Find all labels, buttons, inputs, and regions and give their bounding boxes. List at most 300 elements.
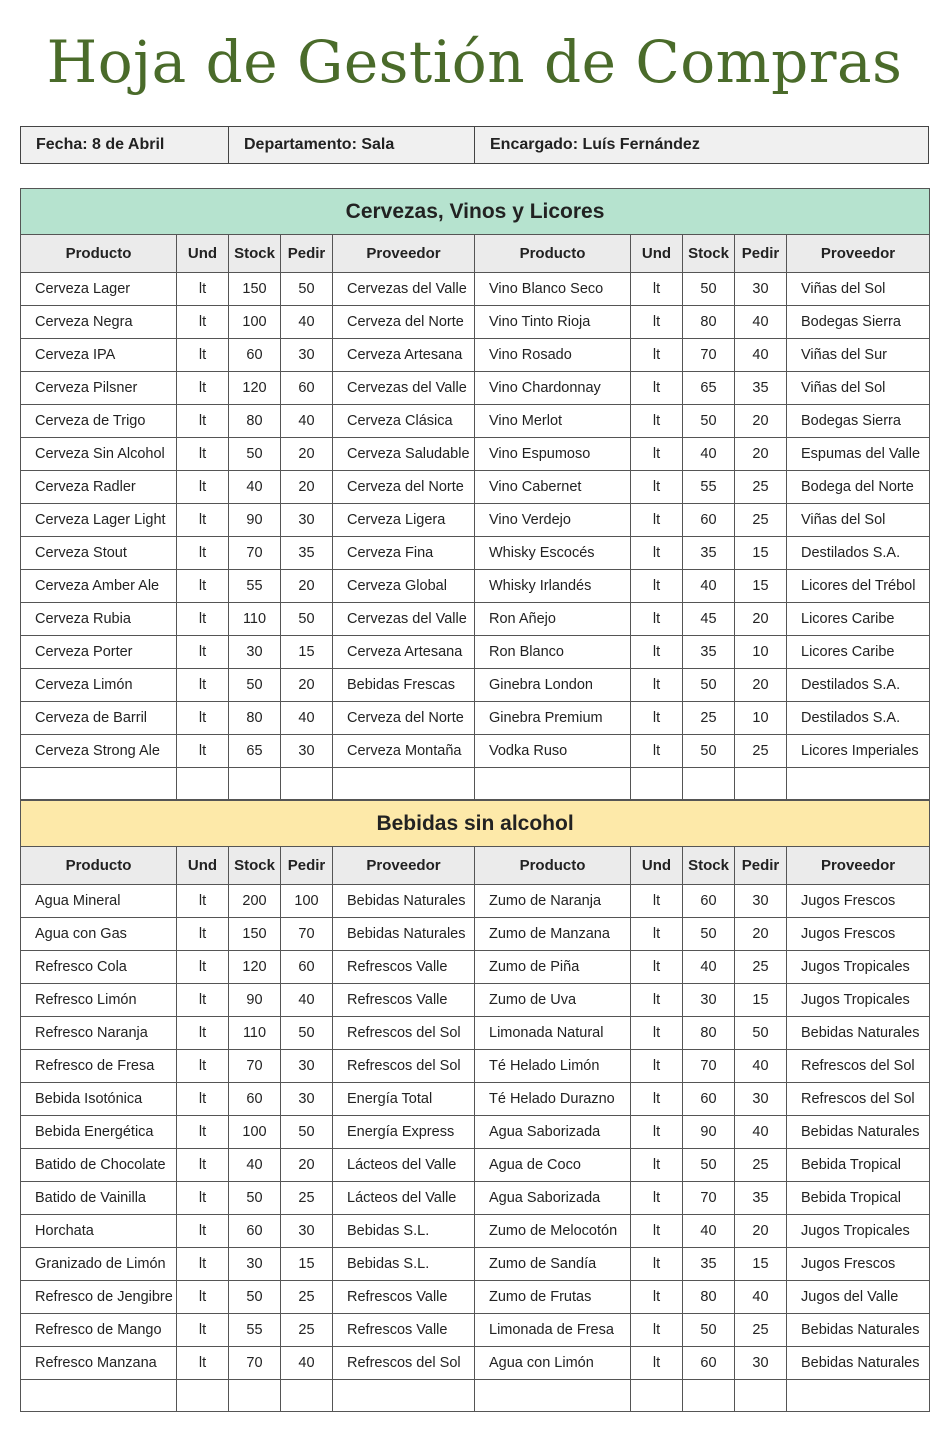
- cell-pedir[interactable]: 15: [735, 984, 787, 1017]
- cell-und[interactable]: lt: [631, 1248, 683, 1281]
- cell-pedir[interactable]: 20: [281, 570, 333, 603]
- cell-stock[interactable]: 60: [229, 1215, 281, 1248]
- cell-producto[interactable]: Cerveza Rubia: [21, 603, 177, 636]
- cell-pedir[interactable]: 15: [281, 636, 333, 669]
- cell-pedir[interactable]: 25: [735, 1314, 787, 1347]
- cell-pedir[interactable]: 25: [281, 1182, 333, 1215]
- cell-stock[interactable]: 50: [683, 735, 735, 768]
- cell-proveedor[interactable]: Refrescos Valle: [333, 984, 475, 1017]
- cell-pedir[interactable]: 40: [735, 1050, 787, 1083]
- cell-producto[interactable]: Cerveza Lager Light: [21, 504, 177, 537]
- cell-pedir[interactable]: 10: [735, 636, 787, 669]
- cell-und[interactable]: lt: [177, 1116, 229, 1149]
- cell-und[interactable]: lt: [177, 1314, 229, 1347]
- cell-stock[interactable]: 55: [229, 1314, 281, 1347]
- cell-stock[interactable]: 60: [229, 339, 281, 372]
- cell-stock[interactable]: 70: [683, 1182, 735, 1215]
- cell-producto[interactable]: Vino Espumoso: [475, 438, 631, 471]
- cell-und[interactable]: lt: [177, 1215, 229, 1248]
- cell-stock[interactable]: 50: [229, 1281, 281, 1314]
- cell-und[interactable]: lt: [177, 273, 229, 306]
- cell-und[interactable]: lt: [631, 537, 683, 570]
- cell-stock[interactable]: 55: [229, 570, 281, 603]
- cell-pedir[interactable]: 100: [281, 885, 333, 918]
- cell-proveedor[interactable]: Bebida Tropical: [787, 1149, 930, 1182]
- cell-stock[interactable]: 90: [683, 1116, 735, 1149]
- cell-producto[interactable]: Vino Blanco Seco: [475, 273, 631, 306]
- cell-und[interactable]: lt: [177, 1149, 229, 1182]
- cell-stock[interactable]: 70: [683, 1050, 735, 1083]
- cell-proveedor[interactable]: Cerveza del Norte: [333, 471, 475, 504]
- cell-producto[interactable]: Refresco Naranja: [21, 1017, 177, 1050]
- cell-proveedor[interactable]: Bebidas Frescas: [333, 669, 475, 702]
- cell-und[interactable]: lt: [177, 471, 229, 504]
- cell-proveedor[interactable]: Refrescos Valle: [333, 951, 475, 984]
- cell-pedir[interactable]: 15: [735, 537, 787, 570]
- cell-proveedor[interactable]: Refrescos del Sol: [333, 1017, 475, 1050]
- cell-producto[interactable]: Cerveza de Trigo: [21, 405, 177, 438]
- cell-proveedor[interactable]: Destilados S.A.: [787, 702, 930, 735]
- cell-und[interactable]: lt: [177, 1017, 229, 1050]
- cell-producto[interactable]: Bebida Isotónica: [21, 1083, 177, 1116]
- cell-proveedor[interactable]: Cerveza Fina: [333, 537, 475, 570]
- cell-und[interactable]: lt: [631, 339, 683, 372]
- cell-proveedor[interactable]: Refrescos Valle: [333, 1281, 475, 1314]
- cell-und[interactable]: lt: [631, 735, 683, 768]
- cell-proveedor[interactable]: Refrescos del Sol: [333, 1347, 475, 1380]
- cell-pedir[interactable]: 40: [735, 306, 787, 339]
- cell-stock[interactable]: 40: [683, 438, 735, 471]
- cell-pedir[interactable]: 30: [281, 1215, 333, 1248]
- cell-stock[interactable]: 70: [229, 1050, 281, 1083]
- cell-und[interactable]: lt: [631, 951, 683, 984]
- cell-proveedor[interactable]: Cerveza Clásica: [333, 405, 475, 438]
- cell-und[interactable]: lt: [631, 273, 683, 306]
- cell-proveedor[interactable]: Refrescos del Sol: [333, 1050, 475, 1083]
- cell-und[interactable]: lt: [631, 405, 683, 438]
- cell-proveedor[interactable]: Licores Caribe: [787, 636, 930, 669]
- cell-stock[interactable]: 80: [683, 1017, 735, 1050]
- cell-stock[interactable]: 50: [229, 438, 281, 471]
- cell-proveedor[interactable]: Cerveza Artesana: [333, 339, 475, 372]
- cell-stock[interactable]: 40: [683, 570, 735, 603]
- cell-pedir[interactable]: 50: [281, 603, 333, 636]
- cell-und[interactable]: lt: [631, 1017, 683, 1050]
- cell-producto[interactable]: Vino Tinto Rioja: [475, 306, 631, 339]
- cell-und[interactable]: lt: [631, 1149, 683, 1182]
- cell-producto[interactable]: Granizado de Limón: [21, 1248, 177, 1281]
- cell-stock[interactable]: 80: [229, 405, 281, 438]
- cell-und[interactable]: lt: [631, 702, 683, 735]
- cell-und[interactable]: lt: [631, 1182, 683, 1215]
- cell-und[interactable]: lt: [631, 1347, 683, 1380]
- cell-und[interactable]: lt: [177, 372, 229, 405]
- cell-proveedor[interactable]: Refrescos del Sol: [787, 1050, 930, 1083]
- cell-proveedor[interactable]: Bodegas Sierra: [787, 405, 930, 438]
- cell-producto[interactable]: Refresco Manzana: [21, 1347, 177, 1380]
- cell-producto[interactable]: Cerveza Negra: [21, 306, 177, 339]
- cell-und[interactable]: lt: [177, 669, 229, 702]
- cell-proveedor[interactable]: Jugos Tropicales: [787, 1215, 930, 1248]
- cell-und[interactable]: lt: [631, 636, 683, 669]
- cell-stock[interactable]: 70: [229, 1347, 281, 1380]
- cell-pedir[interactable]: 20: [735, 438, 787, 471]
- cell-proveedor[interactable]: Cervezas del Valle: [333, 372, 475, 405]
- cell-pedir[interactable]: 50: [281, 1017, 333, 1050]
- cell-pedir[interactable]: 40: [735, 1281, 787, 1314]
- cell-proveedor[interactable]: Jugos Frescos: [787, 885, 930, 918]
- cell-pedir[interactable]: 40: [281, 984, 333, 1017]
- cell-proveedor[interactable]: Bebidas Naturales: [333, 885, 475, 918]
- cell-producto[interactable]: Cerveza Lager: [21, 273, 177, 306]
- cell-und[interactable]: lt: [177, 735, 229, 768]
- cell-stock[interactable]: 50: [683, 669, 735, 702]
- cell-und[interactable]: lt: [177, 1182, 229, 1215]
- cell-producto[interactable]: Cerveza Limón: [21, 669, 177, 702]
- cell-pedir[interactable]: 40: [735, 1116, 787, 1149]
- cell-stock[interactable]: 50: [683, 1314, 735, 1347]
- cell-pedir[interactable]: 30: [281, 1050, 333, 1083]
- cell-proveedor[interactable]: Lácteos del Valle: [333, 1149, 475, 1182]
- cell-stock[interactable]: 100: [229, 1116, 281, 1149]
- cell-producto[interactable]: Limonada Natural: [475, 1017, 631, 1050]
- cell-proveedor[interactable]: Refrescos Valle: [333, 1314, 475, 1347]
- cell-empty[interactable]: [683, 768, 735, 800]
- cell-proveedor[interactable]: Bebida Tropical: [787, 1182, 930, 1215]
- cell-producto[interactable]: Agua con Limón: [475, 1347, 631, 1380]
- cell-proveedor[interactable]: Cerveza Artesana: [333, 636, 475, 669]
- cell-producto[interactable]: Whisky Irlandés: [475, 570, 631, 603]
- cell-proveedor[interactable]: Bodegas Sierra: [787, 306, 930, 339]
- cell-producto[interactable]: Vino Cabernet: [475, 471, 631, 504]
- cell-pedir[interactable]: 60: [281, 372, 333, 405]
- cell-producto[interactable]: Refresco de Mango: [21, 1314, 177, 1347]
- cell-pedir[interactable]: 70: [281, 918, 333, 951]
- cell-producto[interactable]: Vino Verdejo: [475, 504, 631, 537]
- cell-producto[interactable]: Cerveza Pilsner: [21, 372, 177, 405]
- cell-empty[interactable]: [631, 1380, 683, 1412]
- cell-pedir[interactable]: 30: [281, 735, 333, 768]
- cell-pedir[interactable]: 25: [281, 1281, 333, 1314]
- cell-proveedor[interactable]: Destilados S.A.: [787, 537, 930, 570]
- cell-stock[interactable]: 50: [683, 273, 735, 306]
- cell-stock[interactable]: 65: [229, 735, 281, 768]
- cell-stock[interactable]: 50: [229, 1182, 281, 1215]
- cell-producto[interactable]: Ginebra London: [475, 669, 631, 702]
- cell-proveedor[interactable]: Jugos Tropicales: [787, 951, 930, 984]
- cell-producto[interactable]: Whisky Escocés: [475, 537, 631, 570]
- cell-pedir[interactable]: 25: [735, 1149, 787, 1182]
- cell-proveedor[interactable]: Bebidas Naturales: [787, 1314, 930, 1347]
- cell-empty[interactable]: [21, 768, 177, 800]
- cell-stock[interactable]: 50: [683, 918, 735, 951]
- cell-stock[interactable]: 70: [683, 339, 735, 372]
- cell-producto[interactable]: Horchata: [21, 1215, 177, 1248]
- cell-stock[interactable]: 200: [229, 885, 281, 918]
- cell-und[interactable]: lt: [631, 306, 683, 339]
- cell-proveedor[interactable]: Destilados S.A.: [787, 669, 930, 702]
- cell-und[interactable]: lt: [631, 504, 683, 537]
- cell-proveedor[interactable]: Jugos Tropicales: [787, 984, 930, 1017]
- cell-proveedor[interactable]: Bebidas Naturales: [787, 1116, 930, 1149]
- cell-pedir[interactable]: 60: [281, 951, 333, 984]
- cell-pedir[interactable]: 40: [281, 702, 333, 735]
- cell-proveedor[interactable]: Energía Total: [333, 1083, 475, 1116]
- cell-producto[interactable]: Té Helado Limón: [475, 1050, 631, 1083]
- cell-und[interactable]: lt: [177, 504, 229, 537]
- cell-und[interactable]: lt: [631, 885, 683, 918]
- cell-und[interactable]: lt: [177, 636, 229, 669]
- cell-producto[interactable]: Agua de Coco: [475, 1149, 631, 1182]
- cell-stock[interactable]: 40: [683, 1215, 735, 1248]
- cell-producto[interactable]: Cerveza de Barril: [21, 702, 177, 735]
- cell-und[interactable]: lt: [177, 438, 229, 471]
- cell-proveedor[interactable]: Viñas del Sol: [787, 372, 930, 405]
- cell-producto[interactable]: Zumo de Sandía: [475, 1248, 631, 1281]
- cell-proveedor[interactable]: Licores Caribe: [787, 603, 930, 636]
- cell-und[interactable]: lt: [177, 1050, 229, 1083]
- cell-und[interactable]: lt: [631, 984, 683, 1017]
- cell-pedir[interactable]: 20: [735, 405, 787, 438]
- cell-pedir[interactable]: 20: [281, 471, 333, 504]
- cell-empty[interactable]: [735, 768, 787, 800]
- cell-stock[interactable]: 65: [683, 372, 735, 405]
- cell-empty[interactable]: [333, 1380, 475, 1412]
- cell-pedir[interactable]: 30: [735, 1083, 787, 1116]
- cell-producto[interactable]: Vino Rosado: [475, 339, 631, 372]
- cell-pedir[interactable]: 20: [735, 918, 787, 951]
- cell-empty[interactable]: [475, 1380, 631, 1412]
- cell-stock[interactable]: 35: [683, 1248, 735, 1281]
- cell-producto[interactable]: Bebida Energética: [21, 1116, 177, 1149]
- cell-und[interactable]: lt: [177, 1347, 229, 1380]
- cell-producto[interactable]: Vino Chardonnay: [475, 372, 631, 405]
- cell-stock[interactable]: 150: [229, 273, 281, 306]
- cell-empty[interactable]: [735, 1380, 787, 1412]
- cell-empty[interactable]: [281, 1380, 333, 1412]
- cell-proveedor[interactable]: Viñas del Sol: [787, 273, 930, 306]
- cell-stock[interactable]: 40: [683, 951, 735, 984]
- cell-producto[interactable]: Zumo de Piña: [475, 951, 631, 984]
- cell-producto[interactable]: Zumo de Uva: [475, 984, 631, 1017]
- cell-proveedor[interactable]: Licores Imperiales: [787, 735, 930, 768]
- cell-pedir[interactable]: 20: [281, 669, 333, 702]
- cell-producto[interactable]: Zumo de Naranja: [475, 885, 631, 918]
- cell-producto[interactable]: Batido de Vainilla: [21, 1182, 177, 1215]
- cell-und[interactable]: lt: [631, 1050, 683, 1083]
- cell-pedir[interactable]: 20: [735, 1215, 787, 1248]
- cell-producto[interactable]: Cerveza Stout: [21, 537, 177, 570]
- cell-stock[interactable]: 80: [683, 1281, 735, 1314]
- cell-pedir[interactable]: 30: [281, 1083, 333, 1116]
- cell-stock[interactable]: 110: [229, 603, 281, 636]
- cell-pedir[interactable]: 50: [281, 273, 333, 306]
- cell-empty[interactable]: [229, 1380, 281, 1412]
- cell-empty[interactable]: [21, 1380, 177, 1412]
- cell-und[interactable]: lt: [631, 1281, 683, 1314]
- cell-empty[interactable]: [177, 768, 229, 800]
- cell-pedir[interactable]: 15: [735, 1248, 787, 1281]
- cell-pedir[interactable]: 40: [281, 306, 333, 339]
- cell-producto[interactable]: Agua Saborizada: [475, 1116, 631, 1149]
- cell-producto[interactable]: Agua con Gas: [21, 918, 177, 951]
- cell-pedir[interactable]: 35: [735, 1182, 787, 1215]
- cell-proveedor[interactable]: Viñas del Sol: [787, 504, 930, 537]
- cell-und[interactable]: lt: [631, 570, 683, 603]
- cell-stock[interactable]: 35: [683, 636, 735, 669]
- cell-producto[interactable]: Zumo de Melocotón: [475, 1215, 631, 1248]
- cell-producto[interactable]: Ron Blanco: [475, 636, 631, 669]
- cell-pedir[interactable]: 15: [735, 570, 787, 603]
- cell-und[interactable]: lt: [177, 1248, 229, 1281]
- cell-stock[interactable]: 25: [683, 702, 735, 735]
- cell-stock[interactable]: 40: [229, 1149, 281, 1182]
- cell-proveedor[interactable]: Bebidas S.L.: [333, 1215, 475, 1248]
- cell-stock[interactable]: 30: [683, 984, 735, 1017]
- cell-stock[interactable]: 35: [683, 537, 735, 570]
- cell-producto[interactable]: Cerveza Amber Ale: [21, 570, 177, 603]
- cell-producto[interactable]: Ron Añejo: [475, 603, 631, 636]
- cell-pedir[interactable]: 20: [281, 1149, 333, 1182]
- cell-proveedor[interactable]: Cervezas del Valle: [333, 603, 475, 636]
- cell-und[interactable]: lt: [177, 603, 229, 636]
- cell-proveedor[interactable]: Jugos del Valle: [787, 1281, 930, 1314]
- cell-pedir[interactable]: 20: [735, 603, 787, 636]
- cell-pedir[interactable]: 40: [281, 1347, 333, 1380]
- cell-stock[interactable]: 110: [229, 1017, 281, 1050]
- cell-stock[interactable]: 60: [683, 1347, 735, 1380]
- cell-proveedor[interactable]: Energía Express: [333, 1116, 475, 1149]
- cell-stock[interactable]: 40: [229, 471, 281, 504]
- cell-pedir[interactable]: 25: [735, 504, 787, 537]
- cell-proveedor[interactable]: Cerveza Ligera: [333, 504, 475, 537]
- cell-stock[interactable]: 60: [683, 885, 735, 918]
- cell-producto[interactable]: Ginebra Premium: [475, 702, 631, 735]
- cell-stock[interactable]: 60: [683, 1083, 735, 1116]
- cell-proveedor[interactable]: Licores del Trébol: [787, 570, 930, 603]
- cell-stock[interactable]: 60: [683, 504, 735, 537]
- cell-producto[interactable]: Zumo de Manzana: [475, 918, 631, 951]
- cell-und[interactable]: lt: [631, 372, 683, 405]
- cell-stock[interactable]: 120: [229, 951, 281, 984]
- cell-und[interactable]: lt: [177, 951, 229, 984]
- cell-stock[interactable]: 30: [229, 636, 281, 669]
- cell-producto[interactable]: Vino Merlot: [475, 405, 631, 438]
- cell-proveedor[interactable]: Bebidas Naturales: [787, 1347, 930, 1380]
- cell-und[interactable]: lt: [177, 1083, 229, 1116]
- cell-producto[interactable]: Refresco de Jengibre: [21, 1281, 177, 1314]
- cell-producto[interactable]: Refresco Cola: [21, 951, 177, 984]
- cell-empty[interactable]: [281, 768, 333, 800]
- cell-pedir[interactable]: 20: [281, 438, 333, 471]
- cell-empty[interactable]: [683, 1380, 735, 1412]
- cell-und[interactable]: lt: [631, 438, 683, 471]
- cell-und[interactable]: lt: [631, 1314, 683, 1347]
- cell-pedir[interactable]: 35: [281, 537, 333, 570]
- cell-producto[interactable]: Agua Mineral: [21, 885, 177, 918]
- cell-pedir[interactable]: 20: [735, 669, 787, 702]
- cell-pedir[interactable]: 50: [281, 1116, 333, 1149]
- cell-producto[interactable]: Cerveza Strong Ale: [21, 735, 177, 768]
- cell-pedir[interactable]: 30: [281, 504, 333, 537]
- cell-proveedor[interactable]: Jugos Frescos: [787, 1248, 930, 1281]
- cell-und[interactable]: lt: [631, 1215, 683, 1248]
- cell-und[interactable]: lt: [631, 669, 683, 702]
- cell-stock[interactable]: 45: [683, 603, 735, 636]
- cell-producto[interactable]: Vodka Ruso: [475, 735, 631, 768]
- cell-proveedor[interactable]: Bebidas Naturales: [333, 918, 475, 951]
- cell-stock[interactable]: 60: [229, 1083, 281, 1116]
- cell-pedir[interactable]: 25: [735, 735, 787, 768]
- cell-und[interactable]: lt: [177, 537, 229, 570]
- cell-pedir[interactable]: 25: [735, 471, 787, 504]
- cell-stock[interactable]: 90: [229, 504, 281, 537]
- cell-producto[interactable]: Zumo de Frutas: [475, 1281, 631, 1314]
- cell-und[interactable]: lt: [631, 1083, 683, 1116]
- cell-stock[interactable]: 90: [229, 984, 281, 1017]
- cell-producto[interactable]: Cerveza IPA: [21, 339, 177, 372]
- cell-proveedor[interactable]: Bebidas S.L.: [333, 1248, 475, 1281]
- cell-und[interactable]: lt: [631, 471, 683, 504]
- cell-proveedor[interactable]: Cerveza del Norte: [333, 306, 475, 339]
- cell-und[interactable]: lt: [177, 339, 229, 372]
- cell-pedir[interactable]: 50: [735, 1017, 787, 1050]
- cell-empty[interactable]: [177, 1380, 229, 1412]
- cell-pedir[interactable]: 35: [735, 372, 787, 405]
- cell-producto[interactable]: Cerveza Porter: [21, 636, 177, 669]
- cell-proveedor[interactable]: Bodega del Norte: [787, 471, 930, 504]
- cell-producto[interactable]: Batido de Chocolate: [21, 1149, 177, 1182]
- cell-proveedor[interactable]: Refrescos del Sol: [787, 1083, 930, 1116]
- cell-proveedor[interactable]: Cerveza Saludable: [333, 438, 475, 471]
- cell-proveedor[interactable]: Cerveza del Norte: [333, 702, 475, 735]
- cell-pedir[interactable]: 25: [735, 951, 787, 984]
- cell-producto[interactable]: Refresco de Fresa: [21, 1050, 177, 1083]
- cell-empty[interactable]: [333, 768, 475, 800]
- cell-proveedor[interactable]: Cerveza Global: [333, 570, 475, 603]
- cell-pedir[interactable]: 30: [281, 339, 333, 372]
- cell-und[interactable]: lt: [177, 570, 229, 603]
- cell-proveedor[interactable]: Lácteos del Valle: [333, 1182, 475, 1215]
- cell-empty[interactable]: [475, 768, 631, 800]
- cell-pedir[interactable]: 30: [735, 885, 787, 918]
- cell-stock[interactable]: 50: [229, 669, 281, 702]
- cell-stock[interactable]: 120: [229, 372, 281, 405]
- cell-proveedor[interactable]: Espumas del Valle: [787, 438, 930, 471]
- cell-stock[interactable]: 50: [683, 405, 735, 438]
- cell-stock[interactable]: 55: [683, 471, 735, 504]
- cell-und[interactable]: lt: [177, 405, 229, 438]
- cell-producto[interactable]: Cerveza Sin Alcohol: [21, 438, 177, 471]
- cell-pedir[interactable]: 40: [735, 339, 787, 372]
- cell-empty[interactable]: [787, 768, 930, 800]
- cell-proveedor[interactable]: Viñas del Sur: [787, 339, 930, 372]
- cell-stock[interactable]: 80: [229, 702, 281, 735]
- cell-producto[interactable]: Agua Saborizada: [475, 1182, 631, 1215]
- cell-und[interactable]: lt: [177, 918, 229, 951]
- cell-empty[interactable]: [229, 768, 281, 800]
- cell-und[interactable]: lt: [177, 885, 229, 918]
- cell-proveedor[interactable]: Bebidas Naturales: [787, 1017, 930, 1050]
- cell-empty[interactable]: [631, 768, 683, 800]
- cell-pedir[interactable]: 15: [281, 1248, 333, 1281]
- cell-und[interactable]: lt: [177, 702, 229, 735]
- cell-pedir[interactable]: 30: [735, 1347, 787, 1380]
- cell-pedir[interactable]: 40: [281, 405, 333, 438]
- cell-proveedor[interactable]: Cervezas del Valle: [333, 273, 475, 306]
- cell-empty[interactable]: [787, 1380, 930, 1412]
- cell-proveedor[interactable]: Cerveza Montaña: [333, 735, 475, 768]
